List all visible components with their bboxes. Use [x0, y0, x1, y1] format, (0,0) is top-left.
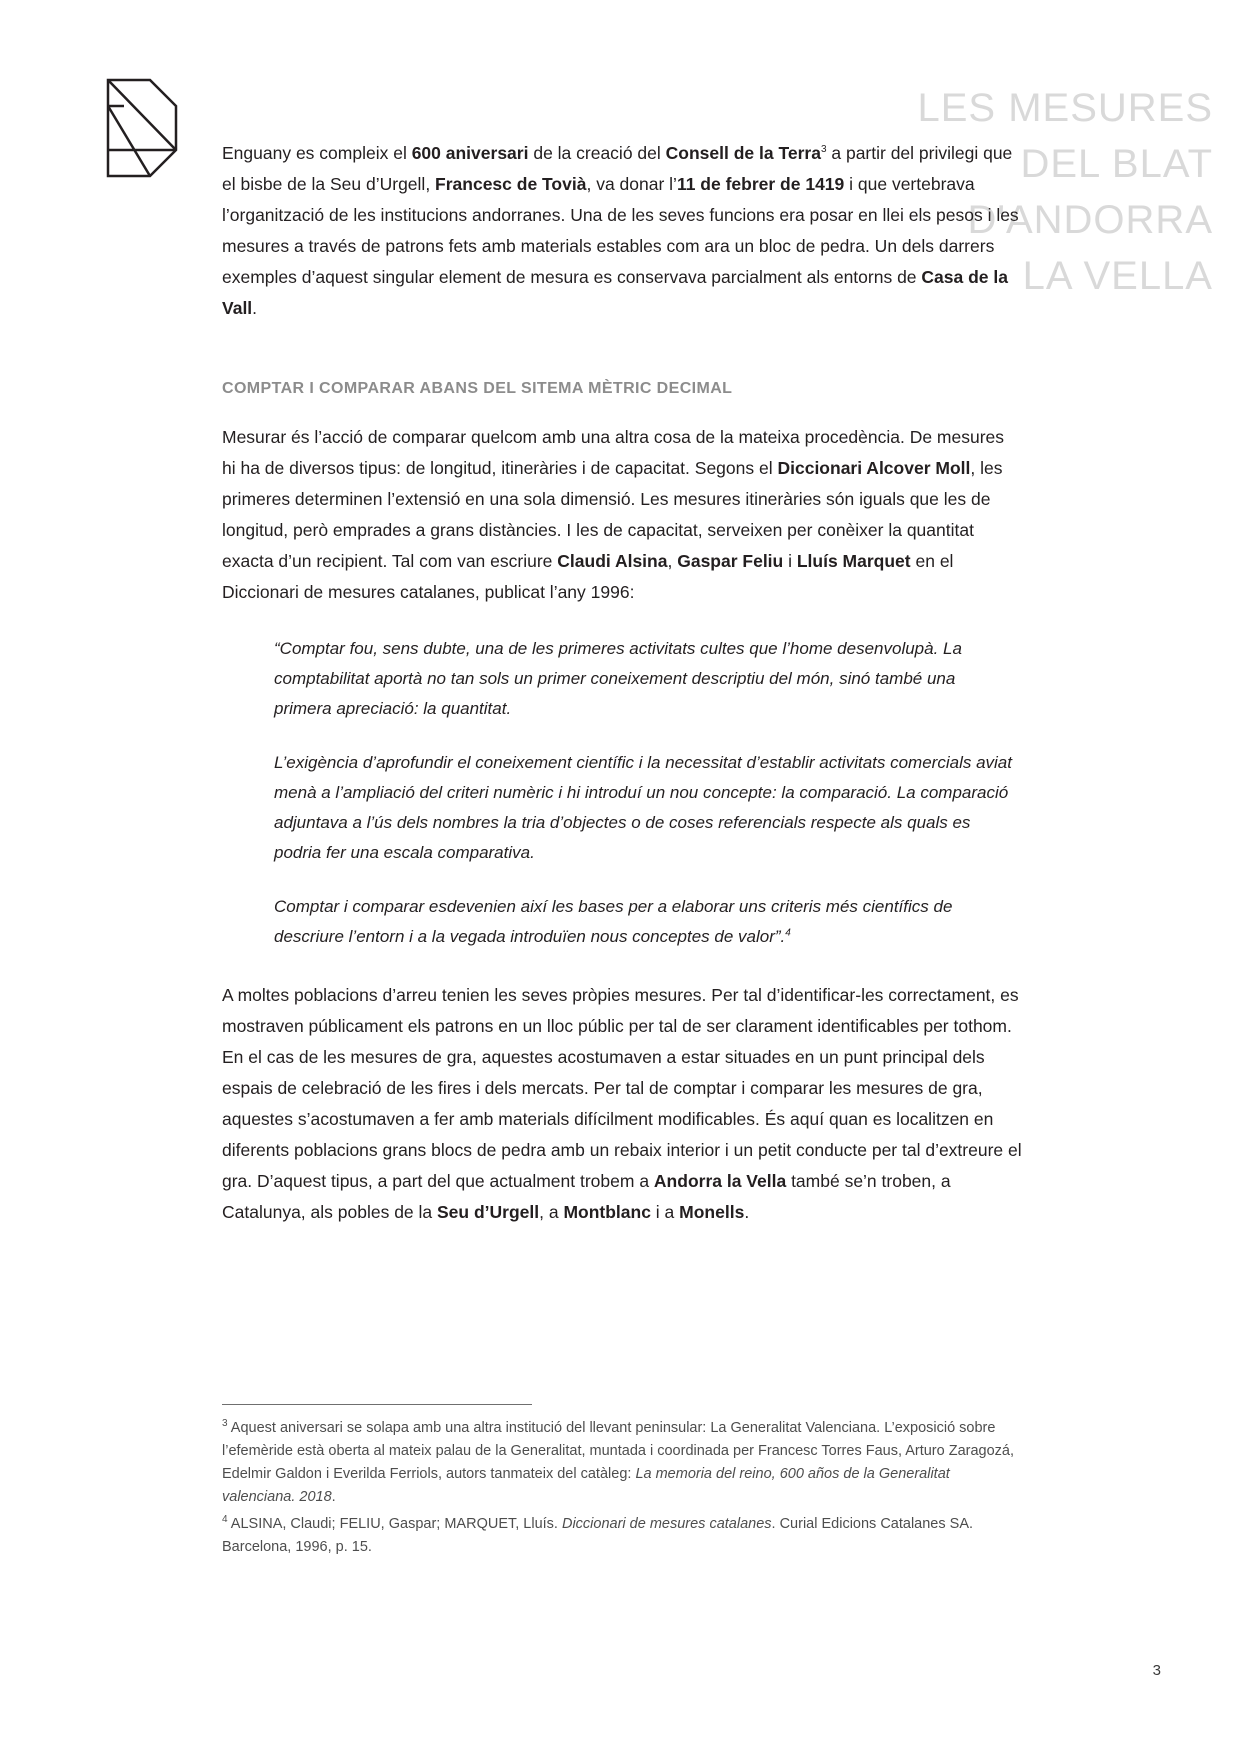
andorra-la-vella-logo-icon: [88, 72, 184, 184]
footnote-3-text-2: .: [331, 1489, 336, 1505]
quote3-text: Comptar i comparar esdevenien així les bases per a elaborar uns criteris més científics de descriure l’entorn i a la vegada introduïen nous conceptes de valor”.: [274, 897, 953, 946]
body1-text-3: ,: [667, 551, 678, 571]
body2-text-1: A moltes poblacions d’arreu tenien les seves pròpies mesures. Per tal d’identificar-les correctament, es mostraven públicament els patrons en un lloc públic per tal de ser clarament identificables per tothom. En el cas de les mesures de gra, aquestes acostumaven a estar situades en un punt principal dels espais de celebració de les fires i dels mercats. Per tal de comptar i comparar les mesures de gra, aquestes s’acostumaven a fer amb materials difícilment modificables. És aquí quan es localitzen en diferents poblacions grans blocs de pedra amb un rebaix interior i un petit conducte per tal d’extreure el gra. D’aquest tipus, a part del que actualment trobem a: [222, 985, 1022, 1191]
body2-bold-andorra: Andorra la Vella: [653, 1171, 787, 1191]
intro-text-2: de la creació del: [528, 143, 666, 163]
body2-bold-seu: Seu d’Urgell: [437, 1202, 540, 1222]
body1-text-5: en el Diccionari de mesures catalanes, publicat l’any 1996:: [222, 551, 954, 602]
watermark-line-1: LES MESURES: [917, 86, 1213, 130]
footnote-ref-3: 3: [820, 144, 827, 156]
intro-bold-anniversary: 600 aniversari: [411, 143, 529, 163]
body1-bold-feliu: Gaspar Feliu: [677, 551, 784, 571]
body2-text-5: .: [744, 1202, 750, 1222]
intro-text-6: .: [252, 298, 258, 318]
intro-bold-tovia: Francesc de Tovià: [435, 174, 587, 194]
footnote-4-text-2: . Curial Edicions Catalanes SA. Barcelona, 1996, p. 15.: [222, 1516, 974, 1555]
intro-bold-casa: Casa de la Vall: [222, 267, 1008, 318]
body2-bold-monells: Monells: [679, 1202, 745, 1222]
intro-text-5: i que vertebrava l’organització de les institucions andorranes. Una de les seves funcions era posar en llei els pesos i les mesures a través de patrons fets amb materials estables com ara un bloc de pedra. Un dels darrers exemples d’aquest singular element de mesura es conservava parcialment als entorns de: [222, 174, 1019, 287]
body1-bold-diccionari: Diccionari Alcover Moll: [777, 458, 971, 478]
body2-bold-montblanc: Montblanc: [563, 1202, 651, 1222]
body2-text-3: , a: [539, 1202, 564, 1222]
intro-text-1: Enguany es compleix el: [222, 143, 412, 163]
body1-bold-alsina: Claudi Alsina: [557, 551, 668, 571]
footnote-4-title: Diccionari de mesures catalanes: [561, 1516, 772, 1532]
footnote-4: [222, 1513, 1022, 1559]
intro-bold-date: 11 de febrer de 1419: [676, 174, 845, 194]
body-paragraph-1: [222, 422, 1022, 608]
quote-paragraph-1: “Comptar fou, sens dubte, una de les primeres activitats cultes que l’home desenvolupà. La comptabilitat aportà no tan sols un primer coneixement descriptiu del món, sinó també una primera apreciació: la quantitat.: [274, 639, 962, 718]
intro-text-3: a partir del privilegi que el bisbe de la Seu d’Urgell,: [222, 143, 1013, 194]
watermark-line-2: DEL BLAT: [1020, 142, 1213, 186]
footnote-ref-4: 4: [785, 927, 791, 939]
section-heading: COMPTAR I COMPARAR ABANS DEL SITEMA MÈTRIC DECIMAL: [222, 380, 733, 397]
body1-bold-marquet: Lluís Marquet: [796, 551, 911, 571]
spacer: [222, 952, 1022, 980]
body-paragraph-2: [222, 980, 1022, 1228]
footnote-3: [222, 1417, 1022, 1509]
quote-paragraph-3: [274, 892, 1016, 952]
quote-paragraph-2: L’exigència d’aprofundir el coneixement científic i la necessitat d’establir activitats comercials aviat menà a l’ampliació del criteri numèric i hi introduí un nou concepte: la comparació. La comparació adjuntava a l’ús dels nombres la tria d’objectes o de coses referencials respecte als quals es podria fer una escala comparativa.: [274, 753, 1012, 862]
body2-text-4: i a: [650, 1202, 680, 1222]
watermark-line-3: D'ANDORRA: [967, 198, 1213, 242]
footnote-3-title: La memoria del reino, 600 años de la Generalitat valenciana. 2018: [222, 1466, 950, 1505]
intro-bold-consell: Consell de la Terra: [665, 143, 821, 163]
intro-text-4: , va donar l’: [586, 174, 677, 194]
footnote-4-marker: 4: [222, 1514, 228, 1526]
intro-paragraph: [222, 138, 1022, 324]
footnote-4-text-1: ALSINA, Claudi; FELIU, Gaspar; MARQUET, Lluís.: [227, 1516, 562, 1532]
watermark-line-4: LA VELLA: [1022, 254, 1213, 298]
body2-text-2: també se’n troben, a Catalunya, als pobles de la: [222, 1171, 951, 1222]
footnotes-section: [222, 1404, 1022, 1563]
footnote-3-text-1: Aquest aniversari se solapa amb una altra institució del llevant peninsular: La Generalitat Valenciana. L’exposició sobre l’efemèride està oberta al mateix palau de la Generalitat, muntada i coordinada per Francesc Torres Faus, Arturo Zaragozá, Edelmir Galdon i Everilda Ferriols, autors tanmateix del catàleg:: [222, 1420, 1015, 1482]
page-number: 3: [1152, 1662, 1161, 1679]
footnote-3-marker: 3: [222, 1418, 228, 1430]
body1-text-1: Mesurar és l’acció de comparar quelcom amb una altra cosa de la mateixa procedència. De mesures hi ha de diversos tipus: de longitud, itineràries i de capacitat. Segons el: [222, 427, 1005, 478]
document-body: [222, 138, 1022, 1228]
footnote-separator: [222, 1404, 532, 1405]
blockquote: [274, 634, 1016, 952]
body1-text-2: , les primeres determinen l’extensió en una sola dimensió. Les mesures itineràries són iguals que les de longitud, però emprades a grans distàncies. I les de capacitat, serveixen per conèixer la quantitat exacta d’un recipient. Tal com van escriure: [222, 458, 1003, 571]
body1-text-4: i: [783, 551, 797, 571]
